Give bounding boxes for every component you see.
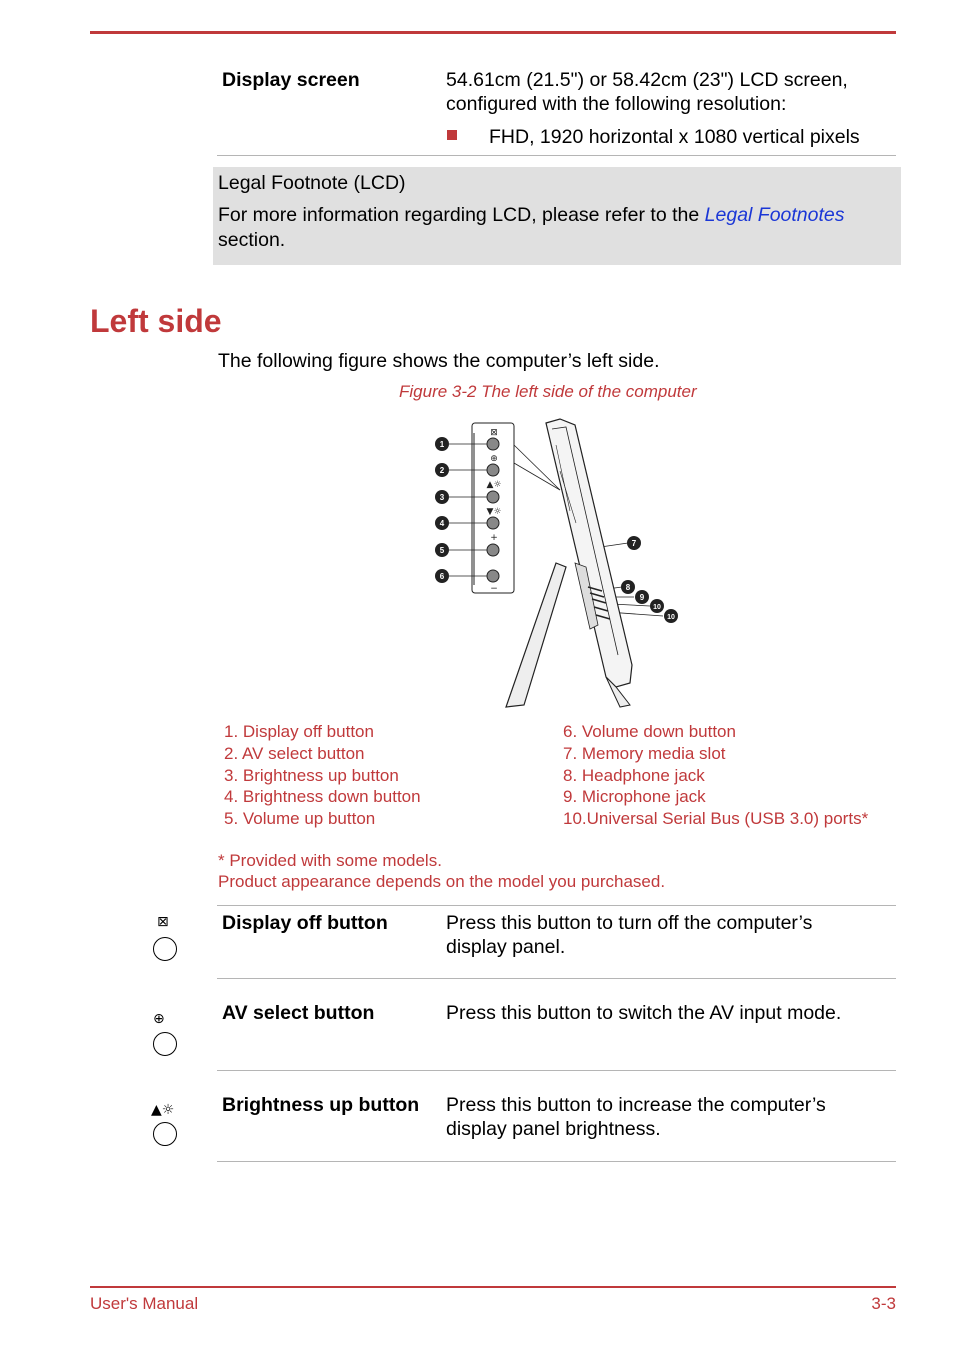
legend-item: 7. Memory media slot — [563, 743, 726, 763]
footer-title: User's Manual — [90, 1294, 199, 1313]
legend-item: 5. Volume up button — [224, 809, 376, 829]
panel-button-4 — [487, 517, 499, 529]
figure-caption: Figure 3-2 The left side of the computer — [399, 382, 697, 401]
callout-10b: 10 — [667, 614, 675, 621]
legend-item: 9. Microphone jack — [563, 787, 706, 807]
spec-description-line1: 54.61cm (21.5") or 58.42cm (23") LCD screen, — [446, 69, 848, 91]
brightness-up-icon: ▲☼ — [151, 1102, 175, 1118]
appearance-note: Product appearance depends on the model you purchased. — [218, 872, 666, 891]
panel-av-select-icon: ⊕ — [490, 454, 498, 464]
callout-2: 2 — [439, 466, 445, 475]
av-select-button-icon — [153, 1032, 177, 1056]
panel-button-5 — [487, 544, 499, 556]
callout-1: 1 — [439, 440, 445, 449]
page-number: 3-3 — [871, 1294, 896, 1313]
button-desc-line2: display panel. — [446, 936, 566, 958]
legend-right — [563, 721, 868, 830]
callout-10a: 10 — [653, 604, 661, 611]
table-divider — [217, 155, 896, 156]
display-off-icon: ⊠ — [157, 914, 169, 930]
display-off-button-icon — [153, 937, 177, 961]
spec-bullet-text: FHD, 1920 horizontal x 1080 vertical pixels — [489, 126, 860, 148]
callout-8: 8 — [625, 583, 631, 592]
panel-button-1 — [487, 438, 499, 450]
button-desc-line2: display panel brightness. — [446, 1118, 661, 1140]
button-desc-line1: Press this button to increase the computer’s — [446, 1094, 826, 1116]
callout-6: 6 — [439, 572, 445, 581]
legend-item: 4. Brightness down button — [224, 787, 421, 807]
legend-item: 1. Display off button — [224, 722, 374, 741]
button-name: Brightness up button — [222, 1094, 420, 1116]
note-text-after-link: section. — [218, 229, 286, 251]
legend-item: 8. Headphone jack — [563, 765, 705, 785]
table-divider — [217, 1070, 896, 1071]
spec-label: Display screen — [222, 69, 360, 91]
panel-button-3 — [487, 491, 499, 503]
legend-item: 10.Universal Serial Bus (USB 3.0) ports* — [563, 809, 869, 829]
table-divider — [217, 1161, 896, 1162]
legend-item: 2. AV select button — [224, 743, 365, 763]
provided-note: * Provided with some models. — [218, 851, 442, 870]
panel-display-off-icon: ⊠ — [490, 428, 498, 438]
callout-3: 3 — [439, 493, 445, 502]
table-divider — [217, 905, 896, 906]
footer-rule — [90, 1286, 896, 1288]
note-text-before-link: For more information regarding LCD, please refer to the — [218, 204, 700, 226]
section-heading: Left side — [90, 303, 222, 339]
legend-item: 6. Volume down button — [563, 722, 736, 741]
panel-brightness-up-icon: ▲☼ — [486, 480, 502, 490]
button-name: AV select button — [222, 1002, 375, 1024]
button-desc-line1: Press this button to turn off the computer’s — [446, 912, 813, 934]
note-text — [218, 203, 845, 227]
callout-4: 4 — [439, 519, 445, 528]
callout-7: 7 — [631, 539, 637, 548]
av-select-icon: ⊕ — [153, 1011, 165, 1027]
callout-9: 9 — [639, 593, 645, 602]
panel-button-6 — [487, 570, 499, 582]
button-name: Display off button — [222, 912, 388, 934]
panel-volume-down-icon: − — [490, 584, 498, 594]
brightness-up-button-icon — [153, 1122, 177, 1146]
panel-volume-up-icon: + — [490, 533, 498, 543]
panel-button-2 — [487, 464, 499, 476]
legend-left — [224, 721, 421, 830]
table-divider — [217, 978, 896, 979]
button-desc-line1: Press this button to switch the AV input mode. — [446, 1002, 842, 1024]
panel-brightness-down-icon: ▼☼ — [486, 507, 502, 517]
callout-5: 5 — [439, 546, 445, 555]
bullet-square-icon — [447, 130, 457, 140]
spec-description-line2: configured with the following resolution: — [446, 93, 787, 115]
legend-item: 3. Brightness up button — [224, 765, 399, 785]
stand — [506, 563, 566, 707]
note-title: Legal Footnote (LCD) — [218, 172, 406, 194]
section-intro: The following figure shows the computer’s left side. — [218, 350, 660, 372]
header-rule — [90, 31, 896, 34]
left-side-figure — [420, 415, 700, 715]
legal-footnotes-link[interactable]: Legal Footnotes — [704, 204, 845, 226]
